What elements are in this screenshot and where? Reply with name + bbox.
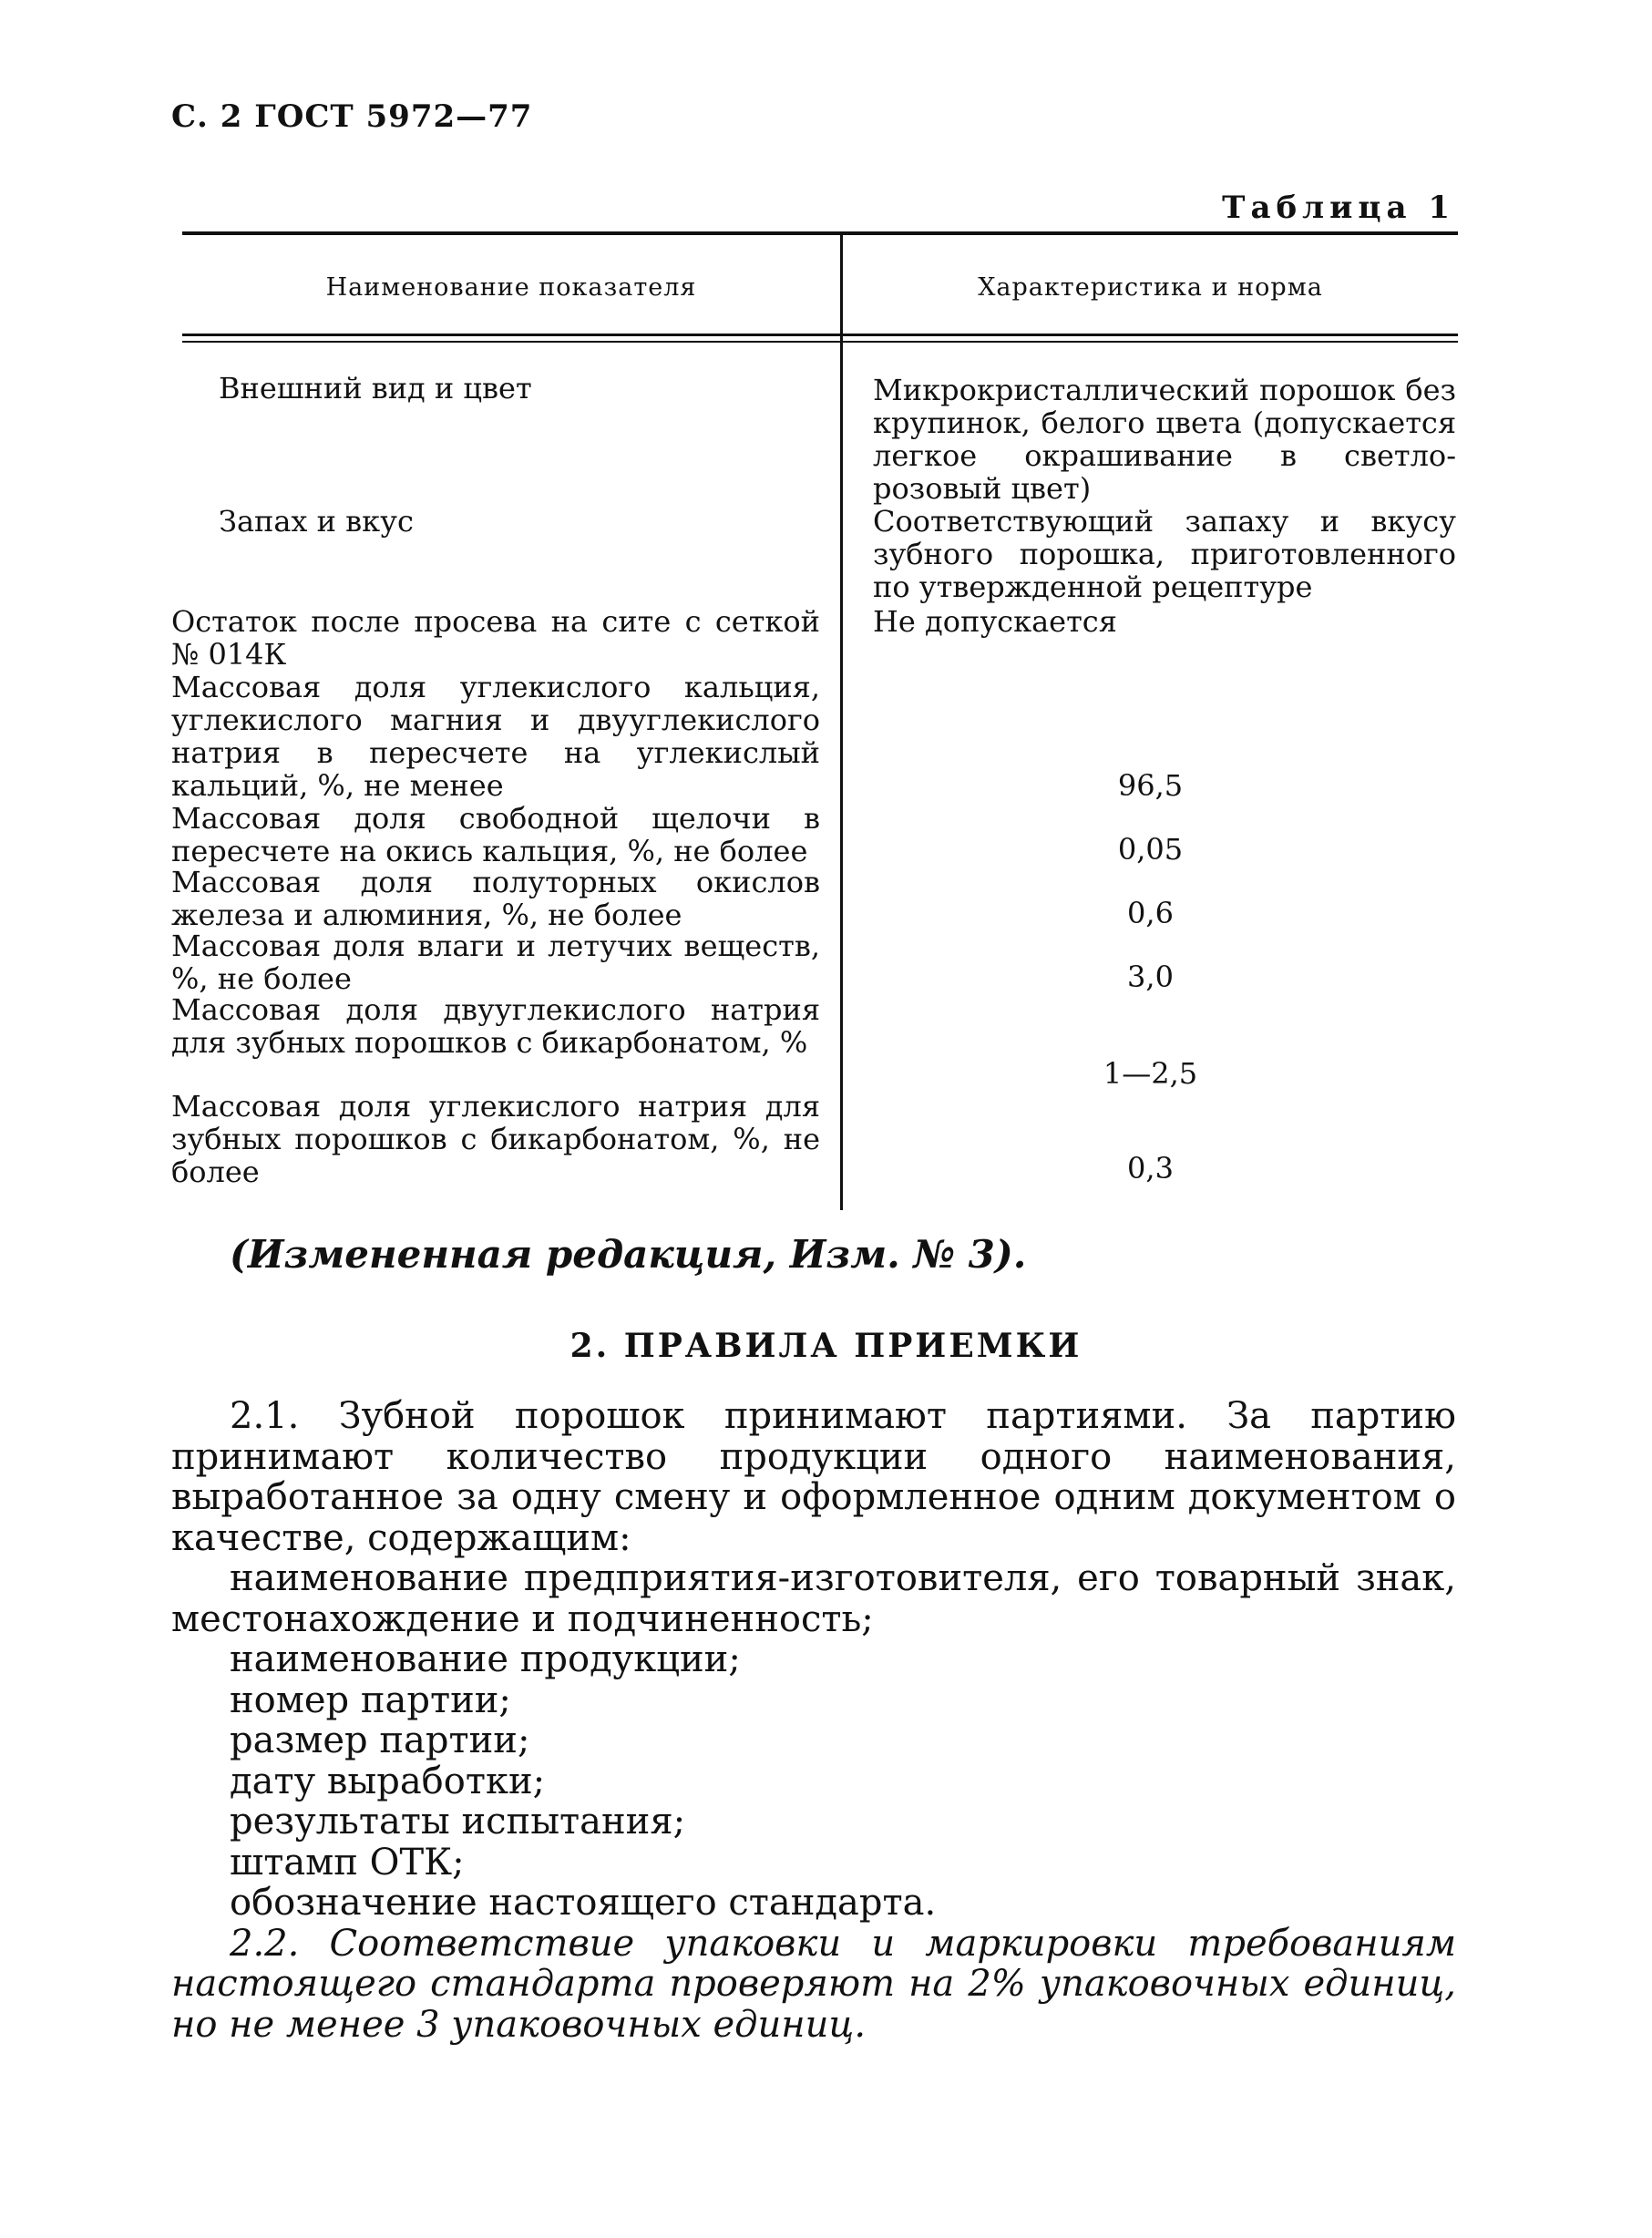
list-item: наименование предприятия-изготовителя, его товарный знак, местонахождение и подчиненность;: [171, 1557, 1456, 1640]
table-row-name: Внешний вид и цвет: [219, 371, 532, 406]
table-row-value: Соответствующий запаху и вкусу зубного порошка, приготовленного по утвержденной рецептуре: [873, 504, 1456, 604]
list-item: результаты испытания;: [230, 1801, 686, 1843]
list-item: дату выработки;: [230, 1760, 546, 1802]
table-row-value: 96,5: [1117, 768, 1184, 803]
table-row-value: 0,3: [1127, 1151, 1174, 1186]
section-body: [171, 1396, 1456, 2045]
page-header: С. 2 ГОСТ 5972—77: [171, 98, 533, 135]
section-title: 2. ПРАВИЛА ПРИЕМКИ: [569, 1327, 1083, 1365]
table-row-name: Запах и вкус: [219, 504, 414, 539]
list-item: наименование продукции;: [230, 1638, 741, 1680]
paragraph-2-1: 2.1. Зубной порошок принимают партиями. За партию принимают количество продукции одного наименования, выработанное за одну смену и оформленное одним документом о качестве, содержащим:: [171, 1395, 1456, 1559]
table-row-name: Массовая доля углекислого натрия для зубных порошков с бикарбонатом, %, не более: [171, 1089, 820, 1189]
list-item: размер партии;: [230, 1720, 530, 1761]
table-row-value: 0,6: [1127, 896, 1174, 930]
table-row-name: Массовая доля свободной щелочи в пересчете на окись кальция, %, не более: [171, 801, 820, 868]
table-header-name: Наименование показателя: [325, 273, 697, 302]
table-row-name: Массовая доля полуторных окислов железа и алюминия, %, не более: [171, 865, 820, 932]
table-row-value: 1—2,5: [1103, 1056, 1198, 1091]
table-row-name: Остаток после просева на сите с сеткой № 014К: [171, 604, 820, 672]
list-item: обозначение настоящего стандарта.: [230, 1882, 937, 1924]
paragraph-2-2: 2.2. Соответствие упаковки и маркировки требованиям настоящего стандарта проверяют на 2% упаковочных единиц, но не менее 3 упаковочных единиц.: [171, 1922, 1456, 2046]
list-item: штамп ОТК;: [230, 1841, 465, 1884]
table-row-name: Массовая доля углекислого кальция, углекислого магния и двууглекислого натрия в пересчете на углекислый кальций, %, не менее: [171, 670, 820, 803]
table-row-value: Не допускается: [873, 604, 1117, 639]
table-top-rule: [182, 231, 1458, 235]
table-row-name: Массовая доля влаги и летучих веществ, %, не более: [171, 929, 820, 996]
amendment-note: (Измененная редакция, Изм. № 3).: [230, 1232, 1027, 1277]
table-row-value: 0,05: [1117, 832, 1184, 867]
table-row-value: 3,0: [1127, 960, 1174, 994]
table-header-value: Характеристика и норма: [978, 273, 1323, 302]
table-header-rule: [182, 334, 1458, 336]
list-item: номер партии;: [230, 1678, 511, 1721]
table-caption: Таблица 1: [1222, 190, 1455, 226]
table-row-value: Микрокристаллический порошок без крупинок, белого цвета (допускается легкое окрашивание в светло-розовый цвет): [873, 373, 1456, 506]
table-row-name: Массовая доля двууглекислого натрия для зубных порошков с бикарбонатом, %: [171, 992, 820, 1060]
table-header-rule-secondary: [182, 341, 1458, 343]
